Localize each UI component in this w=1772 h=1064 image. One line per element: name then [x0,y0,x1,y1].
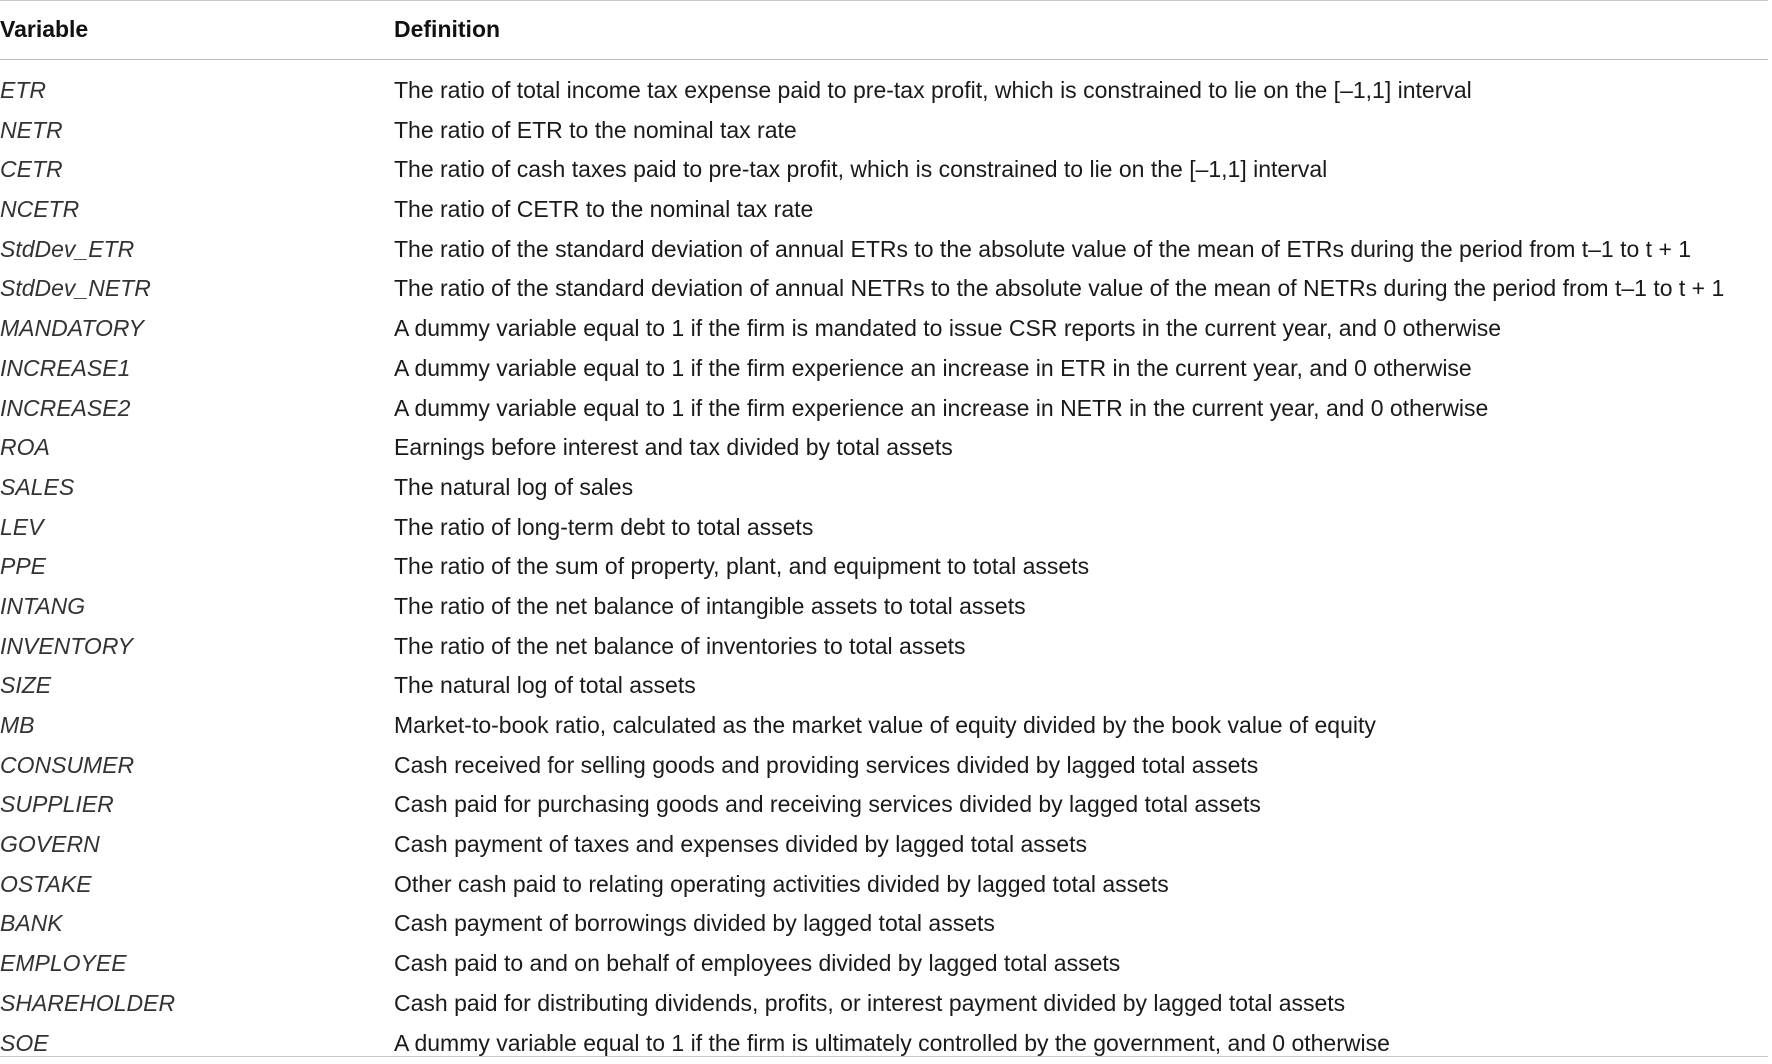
variable-cell: MB [0,707,35,743]
definition-cell: The natural log of total assets [394,667,696,703]
definition-cell: The ratio of CETR to the nominal tax rate [394,191,813,227]
table-row [0,151,1768,191]
definition-cell: The natural log of sales [394,469,633,505]
variable-cell: INTANG [0,588,85,624]
definition-cell: A dummy variable equal to 1 if the firm is ultimately controlled by the government, and 0 otherwise [394,1025,1390,1061]
variable-cell: OSTAKE [0,866,92,902]
table-row [0,72,1768,112]
definition-cell: Cash paid for distributing dividends, profits, or interest payment divided by lagged total assets [394,985,1345,1021]
table-body [0,72,1768,1064]
variable-cell: BANK [0,905,63,941]
table-row [0,509,1768,549]
variable-cell: ETR [0,72,46,108]
definition-cell: Cash received for selling goods and providing services divided by lagged total assets [394,747,1258,783]
variable-cell: StdDev_ETR [0,231,134,267]
table-row [0,548,1768,588]
variable-cell: NCETR [0,191,79,227]
variable-cell: EMPLOYEE [0,945,127,981]
table-row [0,231,1768,271]
table-row [0,350,1768,390]
definition-cell: The ratio of the standard deviation of annual ETRs to the absolute value of the mean of ETRs during the period from t–1 to t + 1 [394,231,1691,267]
table-row [0,747,1768,787]
variable-cell: INVENTORY [0,628,133,664]
variable-cell: PPE [0,548,46,584]
table-row [0,945,1768,985]
variable-cell: LEV [0,509,43,545]
table-row [0,270,1768,310]
definition-cell: Market-to-book ratio, calculated as the market value of equity divided by the book value of equity [394,707,1376,743]
table-row [0,469,1768,509]
definition-cell: The ratio of the standard deviation of annual NETRs to the absolute value of the mean of NETRs during the period from t–1 to t + 1 [394,270,1724,306]
table-row [0,707,1768,747]
column-header-definition: Definition [394,14,500,44]
definition-cell: Earnings before interest and tax divided by total assets [394,429,953,465]
definition-cell: The ratio of the net balance of inventories to total assets [394,628,966,664]
table-top-rule [0,0,1768,1]
definition-cell: Cash paid to and on behalf of employees divided by lagged total assets [394,945,1120,981]
table-row [0,390,1768,430]
variable-cell: SUPPLIER [0,786,114,822]
definition-cell: A dummy variable equal to 1 if the firm experience an increase in NETR in the current year, and 0 otherwise [394,390,1488,426]
variable-cell: CONSUMER [0,747,134,783]
variable-cell: ROA [0,429,50,465]
table-bottom-rule [0,1056,1768,1057]
variable-cell: INCREASE1 [0,350,130,386]
definition-cell: The ratio of cash taxes paid to pre-tax profit, which is constrained to lie on the [–1,1] interval [394,151,1327,187]
table-row [0,1025,1768,1064]
variable-cell: CETR [0,151,63,187]
definition-cell: Cash payment of taxes and expenses divided by lagged total assets [394,826,1087,862]
variable-cell: SHAREHOLDER [0,985,175,1021]
header-divider [0,59,1768,60]
table-row [0,628,1768,668]
variable-cell: GOVERN [0,826,100,862]
definition-cell: Cash paid for purchasing goods and receiving services divided by lagged total assets [394,786,1261,822]
table-row [0,667,1768,707]
table-row [0,985,1768,1025]
definition-cell: The ratio of the sum of property, plant, and equipment to total assets [394,548,1089,584]
variable-cell: SIZE [0,667,51,703]
column-header-variable: Variable [0,14,88,44]
definition-cell: The ratio of the net balance of intangible assets to total assets [394,588,1026,624]
definition-cell: The ratio of total income tax expense paid to pre-tax profit, which is constrained to lie on the [–1,1] interval [394,72,1472,108]
table-row [0,905,1768,945]
variable-cell: MANDATORY [0,310,144,346]
table-row [0,112,1768,152]
table-row [0,588,1768,628]
variable-cell: SOE [0,1025,49,1061]
definition-cell: Other cash paid to relating operating activities divided by lagged total assets [394,866,1169,902]
definition-cell: A dummy variable equal to 1 if the firm is mandated to issue CSR reports in the current year, and 0 otherwise [394,310,1501,346]
definition-cell: The ratio of ETR to the nominal tax rate [394,112,797,148]
definition-cell: A dummy variable equal to 1 if the firm experience an increase in ETR in the current year, and 0 otherwise [394,350,1472,386]
table-row [0,826,1768,866]
variable-cell: NETR [0,112,63,148]
variable-cell: StdDev_NETR [0,270,151,306]
table-row [0,191,1768,231]
table-row [0,310,1768,350]
table-row [0,866,1768,906]
table-row [0,786,1768,826]
table-row [0,429,1768,469]
definition-cell: The ratio of long-term debt to total assets [394,509,813,545]
variable-cell: SALES [0,469,74,505]
variable-cell: INCREASE2 [0,390,130,426]
definition-cell: Cash payment of borrowings divided by lagged total assets [394,905,995,941]
